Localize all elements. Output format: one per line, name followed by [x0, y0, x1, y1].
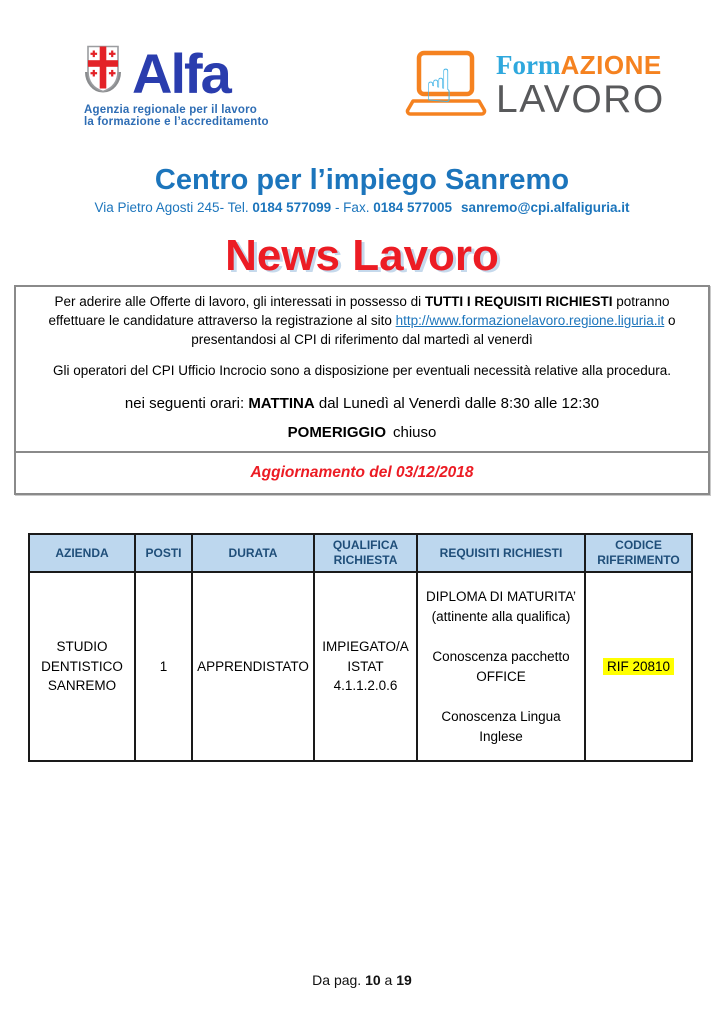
alfa-logo-top	[84, 41, 269, 105]
hours-morning-detail: dal Lunedì al Venerdì dalle 8:30 alle 12:30	[314, 395, 600, 413]
fax-number: 0184 577005	[373, 199, 453, 215]
lavoro-wordmark: LAVORO	[496, 78, 665, 121]
alfa-tagline	[84, 105, 269, 128]
footer-page-to: 19	[396, 972, 412, 988]
durata-cell: APPRENDISTATO	[192, 572, 314, 761]
fax-separator: - Fax.	[331, 199, 374, 215]
update-date-text: Aggiornamento del 03/12/2018	[250, 464, 474, 482]
registration-link[interactable]: http://www.formazionelavoro.regione.liguria.it	[395, 312, 665, 328]
info-paragraph-afternoon	[32, 424, 692, 441]
formazione-lavoro-logo	[404, 50, 665, 124]
hours-prefix: nei seguenti orari:	[124, 395, 249, 413]
phone-number: 0184 577099	[252, 199, 332, 215]
page-footer	[0, 972, 724, 988]
azienda-cell: STUDIO DENTISTICO SANREMO	[29, 572, 135, 761]
column-header-durata: DURATA	[192, 534, 314, 572]
requisito-inglese: Conoscenza Lingua Inglese	[441, 709, 561, 744]
info-paragraph-registration	[32, 293, 692, 349]
footer-mid: a	[380, 972, 397, 988]
update-box	[14, 451, 710, 495]
centro-title: Centro per l’impiego Sanremo	[154, 164, 570, 196]
afternoon-status: chiuso	[392, 424, 437, 442]
column-header-requisiti: REQUISITI RICHIESTI	[417, 534, 585, 572]
email-address: sanremo@cpi.alfaliguria.it	[461, 199, 630, 215]
laptop-icon	[404, 50, 488, 124]
info-box	[14, 285, 710, 453]
hours-morning-label: MATTINA	[248, 395, 315, 413]
footer-prefix: Da pag.	[312, 972, 366, 988]
info-p1-requirements: TUTTI I REQUISITI RICHIESTI	[424, 294, 613, 310]
formazione-word-form: Form	[496, 50, 561, 80]
alfa-wordmark: Alfa	[132, 41, 230, 105]
formazione-wordmark	[496, 52, 665, 119]
requisito-diploma: DIPLOMA DI MATURITA’ (attinente alla qualifica)	[425, 588, 576, 624]
footer-page-from: 10	[365, 972, 381, 988]
column-header-azienda: AZIENDA	[29, 534, 135, 572]
codice-cell	[585, 572, 692, 761]
requisito-office: Conoscenza pacchetto OFFICE	[432, 649, 570, 684]
news-lavoro-title: News Lavoro	[225, 231, 499, 281]
info-p1-end: o presentandosi al CPI di riferimento dal martedì al venerdì	[191, 312, 676, 347]
rif-badge: RIF 20810	[603, 658, 674, 675]
requisiti-cell	[417, 572, 585, 761]
column-header-qualifica: QUALIFICA RICHIESTA	[314, 534, 417, 572]
alfa-tagline-line1: Agenzia regionale per il lavoro	[84, 104, 257, 116]
column-header-codice: CODICE RIFERIMENTO	[585, 534, 692, 572]
address-prefix: Via Pietro Agosti 245- Tel.	[94, 199, 253, 215]
column-header-posti: POSTI	[135, 534, 192, 572]
liguria-shield-icon	[84, 44, 122, 98]
formazione-word-azione: AZIONE	[560, 50, 662, 80]
posti-cell: 1	[135, 572, 192, 761]
info-p1-before: Per aderire alle Offerte di lavoro, gli interessati in possesso di	[54, 294, 425, 310]
alfa-logo	[84, 41, 269, 128]
afternoon-label: POMERIGGIO	[287, 424, 386, 442]
info-paragraph-operators: Gli operatori del CPI Ufficio Incrocio sono a disposizione per eventuali necessità relative alla procedura.	[52, 363, 672, 379]
address-line	[0, 200, 724, 216]
hand-cursor-icon: ☝	[425, 59, 454, 113]
header-logos	[0, 0, 724, 135]
info-p1-mid: potranno effettuare le candidature attraverso la registrazione al sito	[48, 294, 670, 328]
qualifica-cell: IMPIEGATO/A ISTAT 4.1.1.2.0.6	[314, 572, 417, 761]
table-header-row	[29, 534, 692, 572]
info-paragraph-hours	[32, 395, 692, 412]
alfa-tagline-line2: la formazione e l’accreditamento	[84, 115, 269, 128]
table-row	[29, 572, 692, 761]
jobs-table	[28, 533, 693, 762]
